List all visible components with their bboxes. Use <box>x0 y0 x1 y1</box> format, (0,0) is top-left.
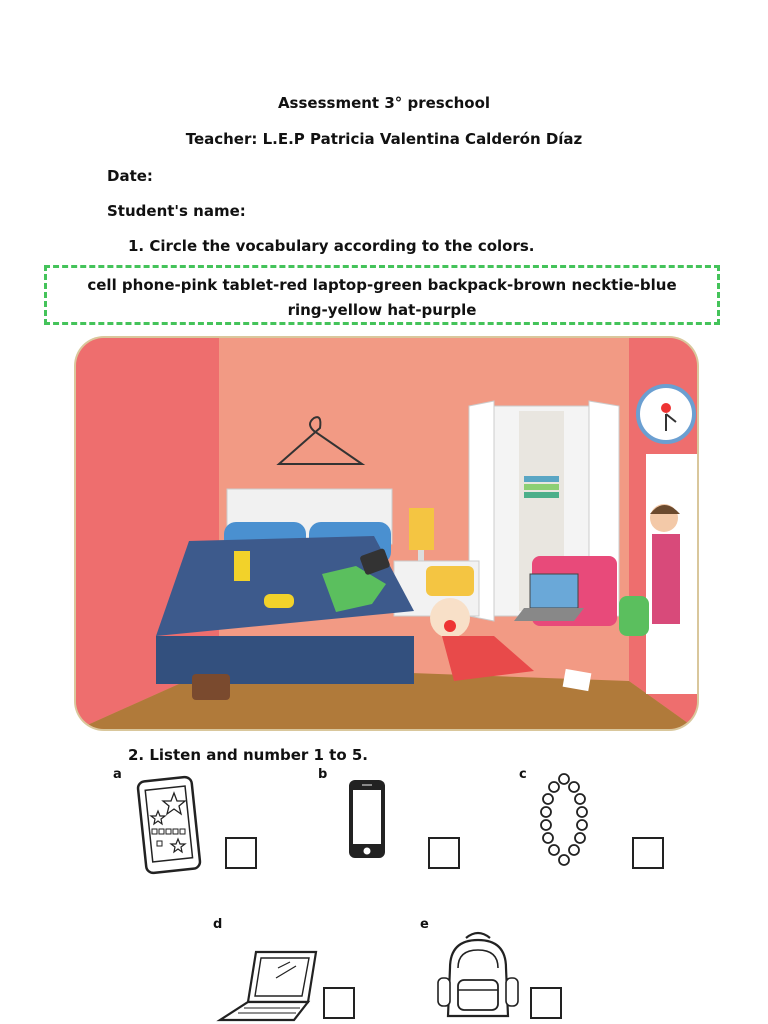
necklace-icon <box>538 770 590 874</box>
cell-phone-icon <box>347 778 387 860</box>
vocabulary-box <box>44 265 720 325</box>
date-label: Date: <box>107 167 153 185</box>
item-c-letter: c <box>519 767 527 782</box>
answer-box-d[interactable] <box>323 987 355 1019</box>
answer-box-b[interactable] <box>428 837 460 869</box>
question-2-text: 2. Listen and number 1 to 5. <box>128 746 368 764</box>
laptop-icon <box>216 948 320 1024</box>
item-b-letter: b <box>318 767 328 782</box>
question-1-text: 1. Circle the vocabulary according to the colors. <box>128 237 535 255</box>
page-title: Assessment 3° preschool <box>277 94 491 112</box>
vocabulary-line-2: ring-yellow hat-purple <box>287 301 477 319</box>
vocabulary-line-1: cell phone-pink tablet-red laptop-green backpack-brown necktie-blue <box>87 276 677 294</box>
item-e-letter: e <box>420 917 429 932</box>
bedroom-scene-illustration <box>74 336 699 731</box>
item-a-letter: a <box>113 767 122 782</box>
backpack-icon <box>436 928 520 1020</box>
tablet-icon <box>136 775 202 875</box>
answer-box-c[interactable] <box>632 837 664 869</box>
teacher-line: Teacher: L.E.P Patricia Valentina Calderón Díaz <box>185 130 583 148</box>
answer-box-e[interactable] <box>530 987 562 1019</box>
answer-box-a[interactable] <box>225 837 257 869</box>
student-name-label: Student's name: <box>107 202 246 220</box>
item-d-letter: d <box>213 917 223 932</box>
